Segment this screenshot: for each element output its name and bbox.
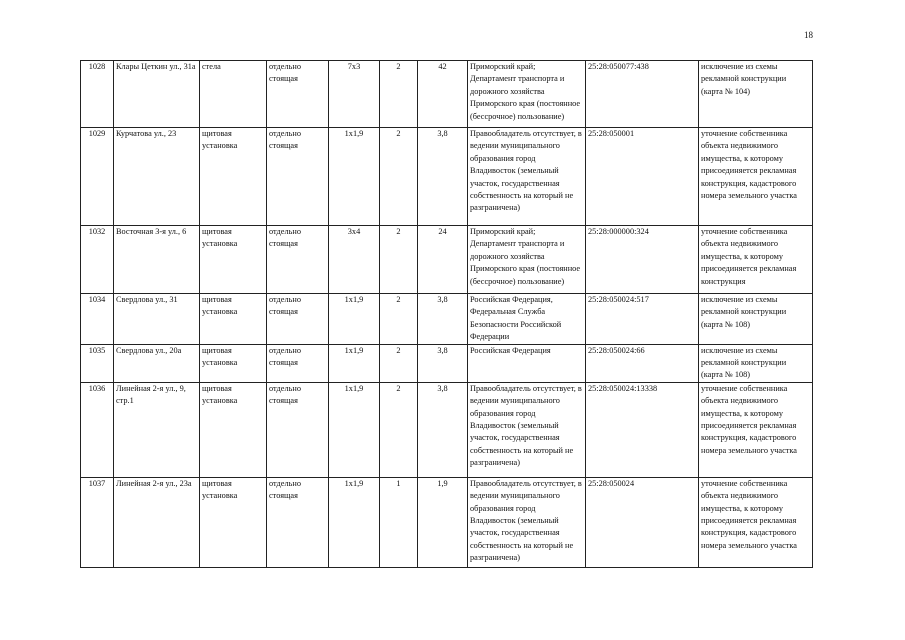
size-cell: 1х1,9: [329, 128, 380, 226]
table-row: [81, 382, 813, 477]
table-row: [81, 226, 813, 294]
note-cell: исключение из схемы рекламной конструкции (карта № 108): [699, 344, 813, 382]
note-cell: уточнение собственника объекта недвижимого имущества, к которому присоединяется рекламная конструкция, кадастрового номера земельного участка: [699, 477, 813, 567]
address-cell: Курчатова ул., 23: [114, 128, 200, 226]
area-cell: 24: [418, 226, 468, 294]
note-cell: уточнение собственника объекта недвижимого имущества, к которому присоединяется рекламная конструкция, кадастрового номера земельного участка: [699, 382, 813, 477]
cadastral-number-cell: 25:28:050024:13338: [586, 382, 699, 477]
row-number: 1029: [81, 128, 114, 226]
owner-cell: Правообладатель отсутствует, в ведении муниципального образования город Владивосток (земельный участок, государственная собственность на который не разграничена): [468, 477, 586, 567]
owner-cell: Правообладатель отсутствует, в ведении муниципального образования город Владивосток (земельный участок, государственная собственность на который не разграничена): [468, 128, 586, 226]
area-cell: 3,8: [418, 382, 468, 477]
size-cell: 7х3: [329, 61, 380, 128]
address-cell: Свердлова ул., 20а: [114, 344, 200, 382]
owner-cell: Приморский край; Департамент транспорта и дорожного хозяйства Приморского края (постоянное (бессрочное) пользование): [468, 226, 586, 294]
sides-cell: 2: [380, 128, 418, 226]
placement-cell: отдельно стоящая: [267, 382, 329, 477]
address-cell: Восточная 3-я ул., 6: [114, 226, 200, 294]
area-cell: 42: [418, 61, 468, 128]
structure-type-cell: щитовая установка: [200, 344, 267, 382]
area-cell: 3,8: [418, 294, 468, 345]
placement-cell: отдельно стоящая: [267, 294, 329, 345]
address-cell: Линейная 2-я ул., 23а: [114, 477, 200, 567]
placement-cell: отдельно стоящая: [267, 226, 329, 294]
structure-type-cell: щитовая установка: [200, 226, 267, 294]
size-cell: 3х4: [329, 226, 380, 294]
cadastral-number-cell: 25:28:050024:517: [586, 294, 699, 345]
structure-type-cell: щитовая установка: [200, 477, 267, 567]
size-cell: 1х1,9: [329, 382, 380, 477]
cadastral-number-cell: 25:28:050001: [586, 128, 699, 226]
cadastral-number-cell: 25:28:050077:438: [586, 61, 699, 128]
advertising-structures-table: [80, 60, 813, 568]
size-cell: 1х1,9: [329, 294, 380, 345]
placement-cell: отдельно стоящая: [267, 128, 329, 226]
row-number: 1032: [81, 226, 114, 294]
table-row: [81, 294, 813, 345]
structure-type-cell: щитовая установка: [200, 128, 267, 226]
owner-cell: Правообладатель отсутствует, в ведении муниципального образования город Владивосток (земельный участок, государственная собственность на который не разграничена): [468, 382, 586, 477]
row-number: 1036: [81, 382, 114, 477]
note-cell: исключение из схемы рекламной конструкции (карта № 108): [699, 294, 813, 345]
sides-cell: 2: [380, 294, 418, 345]
placement-cell: отдельно стоящая: [267, 344, 329, 382]
address-cell: Свердлова ул., 31: [114, 294, 200, 345]
placement-cell: отдельно стоящая: [267, 61, 329, 128]
structure-type-cell: щитовая установка: [200, 294, 267, 345]
sides-cell: 2: [380, 382, 418, 477]
table-row: [81, 61, 813, 128]
note-cell: уточнение собственника объекта недвижимого имущества, к которому присоединяется рекламная конструкция, кадастрового номера земельного участка: [699, 128, 813, 226]
owner-cell: Российская Федерация, Федеральная Служба Безопасности Российской Федерации: [468, 294, 586, 345]
placement-cell: отдельно стоящая: [267, 477, 329, 567]
table-row: [81, 128, 813, 226]
row-number: 1037: [81, 477, 114, 567]
area-cell: 1,9: [418, 477, 468, 567]
cadastral-number-cell: 25:28:050024:66: [586, 344, 699, 382]
size-cell: 1х1,9: [329, 344, 380, 382]
sides-cell: 2: [380, 226, 418, 294]
row-number: 1028: [81, 61, 114, 128]
note-cell: исключение из схемы рекламной конструкции (карта № 104): [699, 61, 813, 128]
address-cell: Линейная 2-я ул., 9, стр.1: [114, 382, 200, 477]
area-cell: 3,8: [418, 344, 468, 382]
size-cell: 1х1,9: [329, 477, 380, 567]
sides-cell: 1: [380, 477, 418, 567]
table-row: [81, 344, 813, 382]
note-cell: уточнение собственника объекта недвижимого имущества, к которому присоединяется рекламная конструкция: [699, 226, 813, 294]
row-number: 1035: [81, 344, 114, 382]
address-cell: Клары Цеткин ул., 31а: [114, 61, 200, 128]
owner-cell: Приморский край; Департамент транспорта и дорожного хозяйства Приморского края (постоянное (бессрочное) пользование): [468, 61, 586, 128]
sides-cell: 2: [380, 344, 418, 382]
structure-type-cell: щитовая установка: [200, 382, 267, 477]
table-row: [81, 477, 813, 567]
row-number: 1034: [81, 294, 114, 345]
structure-type-cell: стела: [200, 61, 267, 128]
area-cell: 3,8: [418, 128, 468, 226]
cadastral-number-cell: 25:28:000000:324: [586, 226, 699, 294]
sides-cell: 2: [380, 61, 418, 128]
cadastral-number-cell: 25:28:050024: [586, 477, 699, 567]
owner-cell: Российская Федерация: [468, 344, 586, 382]
page-number: 18: [804, 30, 813, 40]
